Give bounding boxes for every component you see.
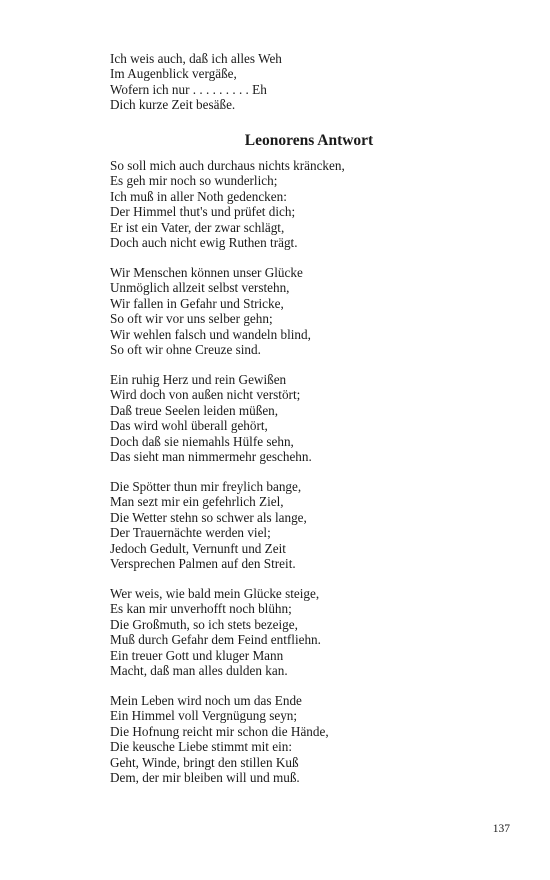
verse-line: Es kan mir unverhofft noch blühn; bbox=[110, 601, 292, 617]
poem-heading: Leonorens Antwort bbox=[244, 132, 374, 149]
verse-line: Geht, Winde, bringt den stillen Kuß bbox=[110, 754, 299, 770]
stanza-4 bbox=[110, 479, 510, 571]
verse-line: Daß treue Seelen leiden müßen, bbox=[110, 402, 279, 418]
stanza-3 bbox=[110, 372, 510, 464]
verse-line: Ich muß in aller Noth gedencken: bbox=[110, 188, 287, 204]
verse-line: Wer weis, wie bald mein Glücke steige, bbox=[110, 586, 320, 601]
verse-line: Im Augenblick vergäße, bbox=[110, 66, 237, 82]
verse-line: Wofern ich nur . . . . . . . . . Eh bbox=[110, 81, 267, 97]
verse-line: Die Großmuth, so ich stets bezeige, bbox=[110, 616, 298, 632]
verse-line: Doch daß sie niemahls Hülfe sehn, bbox=[110, 433, 294, 449]
verse-line: Das wird wohl überall gehört, bbox=[110, 418, 268, 434]
verse-line: Das sieht man nimmermehr geschehn. bbox=[110, 448, 312, 464]
stanza-5 bbox=[110, 586, 510, 678]
verse-line: Ich weis auch, daß ich alles Weh bbox=[110, 51, 282, 66]
stanza-6 bbox=[110, 693, 510, 785]
verse-line: Er ist ein Vater, der zwar schlägt, bbox=[110, 219, 285, 235]
verse-line: Unmöglich allzeit selbst verstehn, bbox=[110, 280, 290, 296]
verse-line: Der Himmel thut's und prüfet dich; bbox=[110, 204, 296, 220]
verse-line: So oft wir ohne Creuze sind. bbox=[110, 341, 261, 357]
verse-line: Mein Leben wird noch um das Ende bbox=[110, 693, 302, 708]
verse-line: So soll mich auch durchaus nichts kräncken, bbox=[110, 158, 345, 173]
stanza-2 bbox=[110, 265, 510, 357]
verse-line: Die Hofnung reicht mir schon die Hände, bbox=[110, 723, 329, 739]
verse-line: Macht, daß man alles dulden kan. bbox=[110, 662, 288, 678]
verse-line: Ein Himmel voll Vergnügung seyn; bbox=[110, 708, 298, 724]
verse-line: Wir wehlen falsch und wandeln blind, bbox=[110, 326, 311, 342]
verse-line: Versprechen Palmen auf den Streit. bbox=[110, 555, 296, 571]
verse-line: Die Spötter thun mir freylich bange, bbox=[110, 479, 302, 494]
verse-line: Ein treuer Gott und kluger Mann bbox=[110, 647, 284, 663]
verse-line: Es geh mir noch so wunderlich; bbox=[110, 173, 278, 189]
verse-line: Die Wetter stehn so schwer als lange, bbox=[110, 509, 307, 525]
verse-line: Muß durch Gefahr dem Feind entfliehn. bbox=[110, 632, 321, 648]
verse-line: Man sezt mir ein gefehrlich Ziel, bbox=[110, 494, 284, 510]
verse-line: Jedoch Gedult, Vernunft und Zeit bbox=[110, 540, 286, 556]
verse-line: So oft wir vor uns selber gehn; bbox=[110, 311, 273, 327]
verse-line: Wird doch von außen nicht verstört; bbox=[110, 387, 301, 403]
verse-line: Dich kurze Zeit besäße. bbox=[110, 97, 236, 113]
verse-line: Der Trauernächte werden viel; bbox=[110, 525, 271, 541]
page-number: 137 bbox=[492, 823, 510, 835]
stanza-1 bbox=[110, 158, 510, 250]
verse-line: Wir Menschen können unser Glücke bbox=[110, 265, 303, 280]
intro-stanza bbox=[110, 51, 510, 113]
verse-line: Ein ruhig Herz und rein Gewißen bbox=[110, 372, 287, 387]
verse-line: Die keusche Liebe stimmt mit ein: bbox=[110, 739, 293, 755]
verse-line: Wir fallen in Gefahr und Stricke, bbox=[110, 295, 284, 311]
verse-line: Dem, der mir bleiben will und muß. bbox=[110, 769, 300, 785]
verse-line: Doch auch nicht ewig Ruthen trägt. bbox=[110, 234, 298, 250]
